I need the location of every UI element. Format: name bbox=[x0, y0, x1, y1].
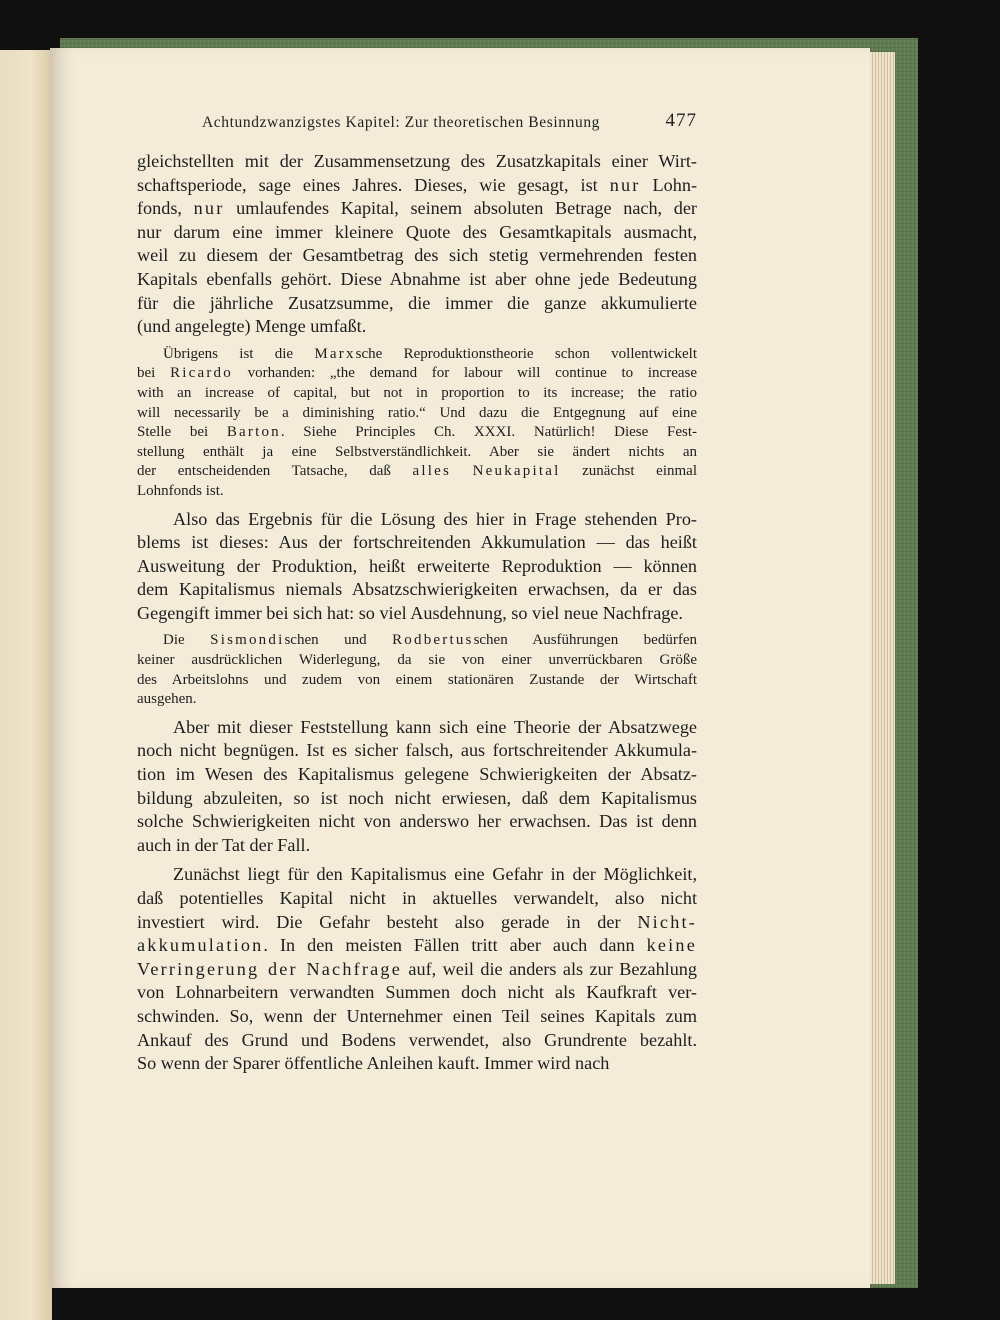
spaced-emphasis: alles bbox=[412, 463, 452, 480]
text-line: will necessarily be a diminishing ratio.“ Und dazu die Entgegnung auf eine bbox=[137, 404, 697, 421]
text-line: Die Sismondischen und Rodbertusschen Ausführungen bedürfen bbox=[163, 632, 697, 649]
text-line: daß potentielles Kapital nicht in aktuelles verwandelt, also nicht bbox=[137, 888, 697, 908]
text-line: Übrigens ist die Marxsche Reproduktionstheorie schon vollentwickelt bbox=[163, 345, 697, 362]
text-line: bei Ricardo vorhanden: „the demand for labour will continue to increase bbox=[137, 365, 698, 382]
text-line: Kapitals ebenfalls gehört. Diese Abnahme ist aber ohne jede Bedeutung bbox=[137, 268, 697, 289]
text-line: tion im Wesen des Kapitalismus gelegene Schwierigkeiten der Absatz- bbox=[137, 764, 697, 785]
text-line: auch in der Tat der Fall. bbox=[137, 834, 311, 855]
page-number: 477 bbox=[665, 110, 697, 131]
text-line: with an increase of capital, but not in proportion to its increase; the ratio bbox=[137, 384, 697, 401]
paragraph-p5 bbox=[137, 716, 697, 858]
text-line: dem Kapitalismus niemals Absatzschwierigkeiten erwachsen, da er das bbox=[137, 579, 697, 600]
paragraph-p1 bbox=[137, 150, 697, 339]
text-line: Gegengift immer bei sich hat: so viel Ausdehnung, so viel neue Nachfrage. bbox=[137, 602, 683, 623]
text-line: Zunächst liegt für den Kapitalismus eine Gefahr in der Möglichkeit, bbox=[173, 864, 697, 885]
running-head: Achtundzwanzigstes Kapitel: Zur theoretischen Besinnung bbox=[202, 114, 601, 131]
text-line: Lohnfonds ist. bbox=[137, 482, 224, 499]
spaced-emphasis: keine bbox=[646, 935, 697, 956]
text-line: Ankauf des Grund und Bodens verwendet, also Grundrente bezahlt. bbox=[137, 1029, 697, 1050]
text-line: von Lohnarbeitern verwandten Summen doch nicht als Kaufkraft ver- bbox=[137, 982, 697, 1003]
spaced-emphasis: nur bbox=[193, 198, 225, 219]
text-line: bildung abzuleiten, so ist noch nicht erwiesen, daß dem Kapitalismus bbox=[137, 787, 697, 808]
text-line: Also das Ergebnis für die Lösung des hier in Frage stehenden Pro- bbox=[173, 508, 697, 529]
text-line: Stelle bei Barton. Siehe Principles Ch. XXXI. Natürlich! Diese Fest- bbox=[137, 424, 697, 441]
text-line: (und angelegte) Menge umfaßt. bbox=[137, 316, 367, 337]
text-line: für die jährliche Zusatzsumme, die immer die ganze akkumulierte bbox=[137, 292, 697, 313]
text-line: gleichstellten mit der Zusammensetzung des Zusatzkapitals einer Wirt- bbox=[137, 151, 697, 171]
text-line: keiner ausdrücklichen Widerlegung, da sie von einer unverrückbaren Größe bbox=[137, 652, 697, 669]
spaced-emphasis: Ricardo bbox=[170, 365, 233, 382]
text-line: ausgehen. bbox=[137, 691, 197, 708]
spaced-emphasis: Nicht- bbox=[637, 911, 697, 932]
text-line: fonds, nur umlaufendes Kapital, seinem absoluten Betrage nach, der bbox=[137, 198, 697, 219]
spaced-emphasis: Neukapital bbox=[472, 463, 561, 480]
page-header bbox=[150, 110, 697, 134]
spaced-emphasis: Sismondi bbox=[210, 632, 285, 649]
spaced-emphasis: nur bbox=[609, 174, 641, 195]
text-line: des Arbeitslohns und zudem von einem stationären Zustande der Wirtschaft bbox=[137, 671, 697, 688]
text-line: schwinden. So, wenn der Unternehmer einen Teil seines Kapitals zum bbox=[137, 1005, 697, 1026]
text-line: Aber mit dieser Feststellung kann sich eine Theorie der Absatzwege bbox=[173, 716, 697, 737]
text-line: stellung enthält ja eine Selbstverständlichkeit. Aber sie ändert nichts an bbox=[137, 443, 697, 460]
text-line: der entscheidenden Tatsache, daß alles Neukapital zunächst einmal bbox=[137, 463, 697, 480]
paragraph-p6 bbox=[137, 863, 697, 1075]
text-line: noch nicht begnügen. Ist es sicher falsch, aus fortschreitender Akkumula- bbox=[137, 740, 697, 761]
facing-page-edge bbox=[0, 50, 52, 1320]
text-line: solche Schwierigkeiten nicht von anderswo her erwachsen. Das ist denn bbox=[137, 811, 697, 832]
text-line: investiert wird. Die Gefahr besteht also gerade in der Nicht- bbox=[137, 911, 697, 932]
page-body bbox=[137, 150, 697, 1076]
text-line: akkumulation. In den meisten Fällen tritt aber auch dann keine bbox=[137, 935, 697, 956]
spaced-emphasis: Verringerung der Nachfrage bbox=[137, 958, 402, 979]
spaced-emphasis: Rodbertus bbox=[392, 632, 474, 649]
paragraph-p4 bbox=[137, 631, 697, 709]
paragraph-p3 bbox=[137, 508, 697, 626]
text-line: So wenn der Sparer öffentliche Anleihen kauft. Immer wird nach bbox=[137, 1053, 610, 1074]
spaced-emphasis: Barton bbox=[226, 424, 281, 441]
text-line: Ausweitung der Produktion, heißt erweiterte Reproduktion — können bbox=[137, 555, 697, 576]
spaced-emphasis: Marx bbox=[314, 345, 356, 362]
text-line: schaftsperiode, sage eines Jahres. Dieses, wie gesagt, ist nur Lohn- bbox=[137, 174, 698, 195]
text-line: Verringerung der Nachfrage auf, weil die anders als zur Bezahlung bbox=[137, 958, 697, 979]
spaced-emphasis: akkumulation bbox=[137, 935, 264, 956]
text-line: nur darum eine immer kleinere Quote des Gesamtkapitals ausmacht, bbox=[137, 221, 697, 242]
paragraph-p2 bbox=[137, 345, 697, 502]
text-line: blems ist dieses: Aus der fortschreitenden Akkumulation — das heißt bbox=[137, 532, 697, 553]
text-line: weil zu diesem der Gesamtbetrag des sich stetig vermehrenden festen bbox=[137, 245, 697, 266]
